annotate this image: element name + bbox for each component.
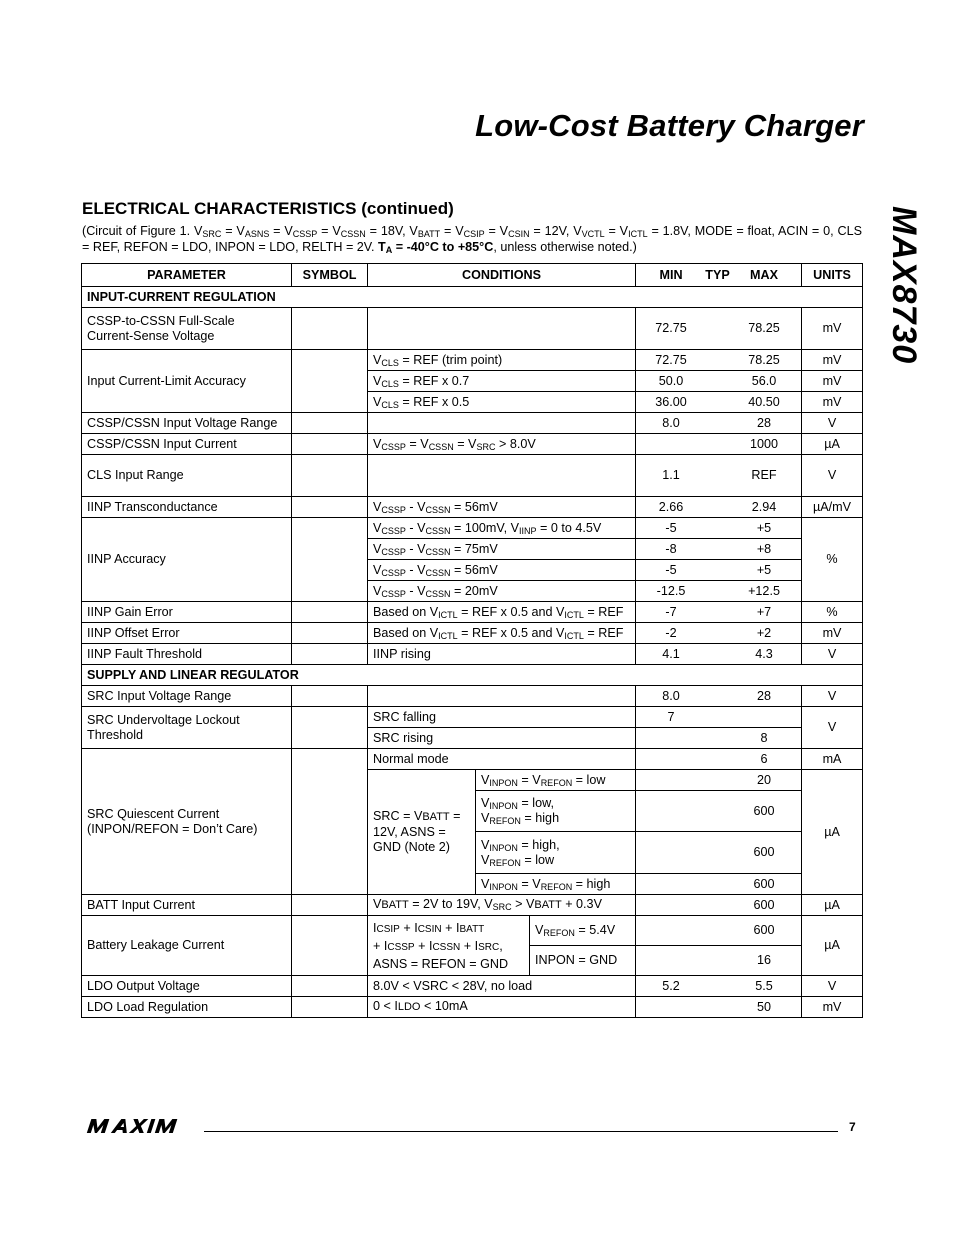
table-row: IINP Gain Error Based on $V_{ICTL}$ = REF x 0.5 and $V_{ICTL}$ = REF -7 +7 % <box>82 602 863 623</box>
footer-rule <box>204 1131 838 1132</box>
table-row: BATT Input Current VBATT = 2V to 19V, $V_{SRC}$ > VBATT + 0.3V 600 µA <box>82 895 863 916</box>
table-row: $V_{INPON}$ = low, $V_{REFON}$ = high 600 <box>82 791 863 832</box>
page-number: 7 <box>849 1120 856 1134</box>
header-symbol: SYMBOL <box>292 264 368 287</box>
header-conditions: CONDITIONS <box>368 264 636 287</box>
table-row: $V_{INPON}$ = high, $V_{REFON}$ = low 600 <box>82 832 863 874</box>
table-row: CSSP/CSSN Input Current $V_{CSSP} = V_{CSSN} = V_{SRC} > 8.0V$ 1000 µA <box>82 434 863 455</box>
table-row: CLS Input Range 1.1 REF V <box>82 455 863 497</box>
table-row: SRC = VBATT = 12V, ASNS = GND (Note 2) $V_{INPON} = V_{REFON}$ = low 20 µA <box>82 770 863 791</box>
part-number-side: MAX8730 <box>885 206 923 365</box>
page-title: Low-Cost Battery Charger <box>475 108 864 143</box>
table-row: SRC Quiescent Current (INPON/REFON = Don’t Care) Normal mode 6 mA <box>82 749 863 770</box>
table-row: $V_{CSSP} - V_{CSSN} = 20mV$ -12.5 +12.5 <box>82 581 863 602</box>
section-row: INPUT-CURRENT REGULATION <box>82 287 863 308</box>
table-row: Input Current-Limit Accuracy $V_{CLS}$ = REF (trim point) 72.75 78.25 mV <box>82 350 863 371</box>
header-units: UNITS <box>802 264 863 287</box>
conditions-intro: (Circuit of Figure 1. $V_{SRC} = V_{ASNS} = V_{CSSP} = V_{CSSN} = 18V$, $V_{BATT} = V_{CSIP} = V_{CSIN} = 12V$, $V_{VCTL} = V_{ICTL} = 1.8V$, MODE = float, ACIN = 0, CLS = REF, REFON = LDO, INPON = LDO, RELTH = 2V. $T_A = -40^\circ C$ to +85°C, unless otherwise noted.) <box>82 224 862 255</box>
table-row: LDO Load Regulation 0 < ILDO < 10mA 50 mV <box>82 997 863 1018</box>
table-row: $V_{CSSP} - V_{CSSN} = 75mV$ -8 +8 <box>82 539 863 560</box>
table-row: $V_{INPON} = V_{REFON}$ = high 600 <box>82 874 863 895</box>
table-row: Battery Leakage Current ICSIP + ICSIN + IBATT + ICSSP + ICSSN + ISRC, ASNS = REFON = GND $V_{REFON} = 5.4V$ 600 µA <box>82 916 863 946</box>
table-row: IINP Transconductance $V_{CSSP} - V_{CSSN} = 56mV$ 2.66 2.94 µA/mV <box>82 497 863 518</box>
maxim-logo <box>84 1117 192 1140</box>
header-parameter: PARAMETER <box>82 264 292 287</box>
table-row: $V_{CLS}$ = REF x 0.5 36.00 40.50 mV <box>82 392 863 413</box>
table-header-row <box>82 264 863 287</box>
section-row: SUPPLY AND LINEAR REGULATOR <box>82 665 863 686</box>
table-row: IINP Offset Error Based on $V_{ICTL}$ = REF x 0.5 and $V_{ICTL}$ = REF -2 +2 mV <box>82 623 863 644</box>
table-row: SRC Input Voltage Range 8.0 28 V <box>82 686 863 707</box>
header-min-typ-max: MIN TYP MAX <box>636 264 802 287</box>
table-row: IINP Fault Threshold IINP rising 4.1 4.3 V <box>82 644 863 665</box>
table-row: $V_{CSSP} - V_{CSSN} = 56mV$ -5 +5 <box>82 560 863 581</box>
table-row: $V_{CLS}$ = REF x 0.7 50.0 56.0 mV <box>82 371 863 392</box>
electrical-characteristics-table <box>81 263 863 1018</box>
table-row: LDO Output Voltage 8.0V < VSRC < 28V, no load 5.2 5.5 V <box>82 976 863 997</box>
table-row: SRC Undervoltage Lockout Threshold SRC falling 7 V <box>82 707 863 728</box>
table-row: IINP Accuracy $V_{CSSP} - V_{CSSN} = 100mV$, $V_{IINP} = 0$ to 4.5V -5 +5 % <box>82 518 863 539</box>
section-title: ELECTRICAL CHARACTERISTICS (continued) <box>82 199 454 218</box>
table-row: INPON = GND 16 <box>82 946 863 976</box>
table-row: SRC rising 8 <box>82 728 863 749</box>
table-row: CSSP-to-CSSN Full-Scale Current-Sense Voltage 72.75 78.25 mV <box>82 308 863 350</box>
table-row: CSSP/CSSN Input Voltage Range 8.0 28 V <box>82 413 863 434</box>
